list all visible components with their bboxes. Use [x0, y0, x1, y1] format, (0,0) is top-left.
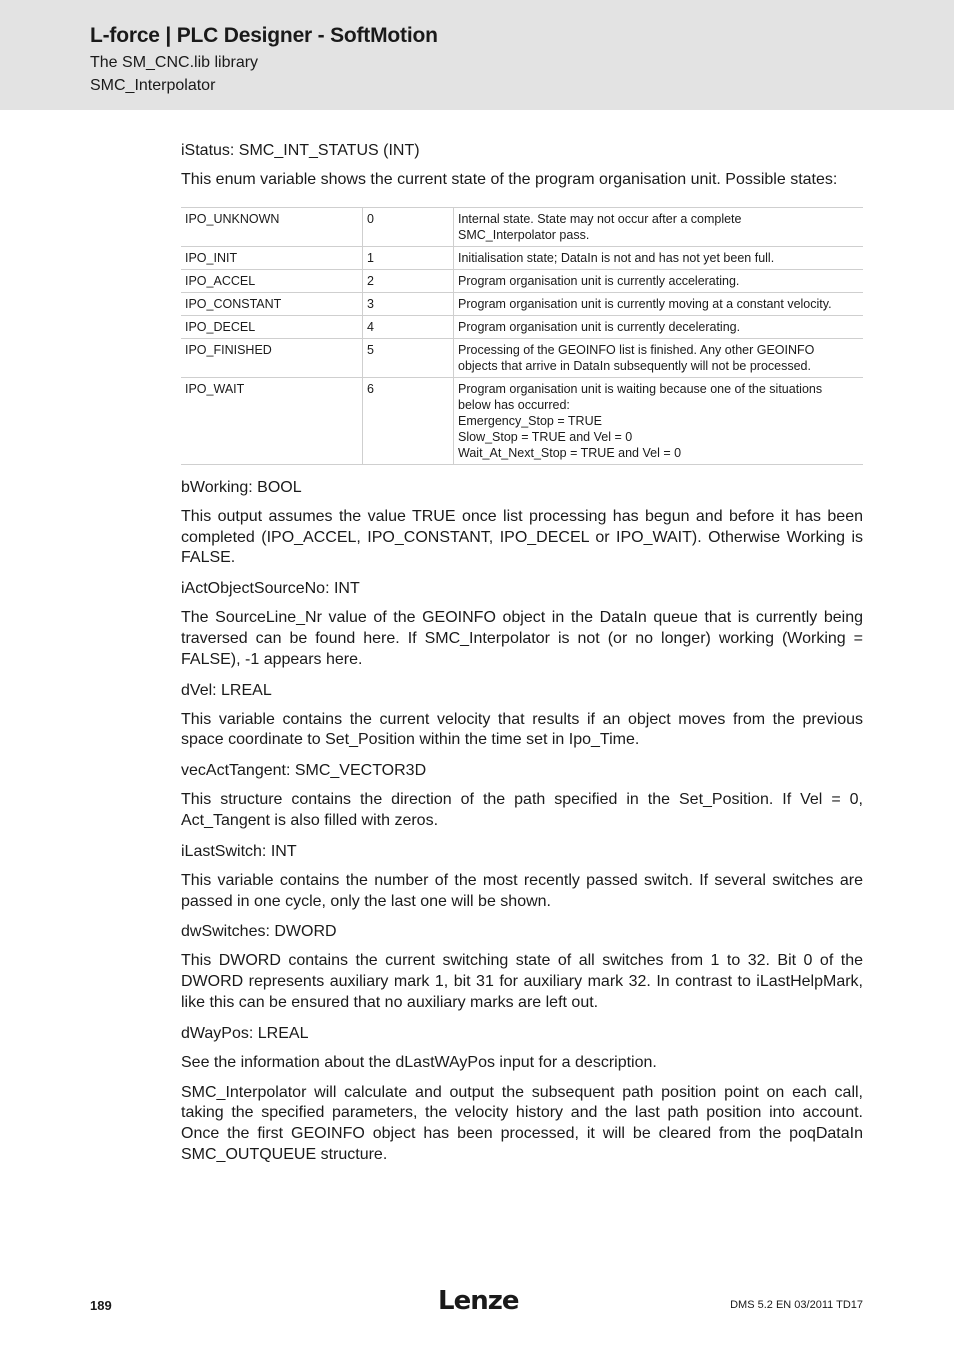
dwswitches-description: This DWORD contains the current switching state of all switches from 1 to 32. Bit 0 of the DWORD represents auxiliary mark 1, bit 31 for auxiliary mark 32. In contrast to iLastHelpMark, like this can be ensured that no auxiliary marks are left out. [181, 952, 863, 1011]
state-name-cell: IPO_ACCEL [181, 269, 363, 292]
table-row [181, 377, 863, 464]
page-header [0, 0, 954, 110]
iactobjectsourceno-heading: iActObjectSourceNo: INT [181, 580, 360, 598]
table-row [181, 246, 863, 269]
chapter-title: The SM_CNC.lib library [90, 54, 259, 71]
table-row [181, 292, 863, 315]
state-description-line: Program organisation unit is waiting because one of the situations [458, 381, 823, 396]
state-value-cell: 1 [363, 246, 454, 269]
table-row [181, 207, 863, 246]
state-value-cell: 6 [363, 377, 454, 464]
state-name-cell: IPO_FINISHED [181, 338, 363, 377]
state-value-cell: 2 [363, 269, 454, 292]
state-description-line: SMC_Interpolator pass. [458, 227, 590, 242]
dwswitches-heading: dwSwitches: DWORD [181, 923, 337, 941]
state-name-cell: IPO_UNKNOWN [181, 207, 363, 246]
state-name-cell: IPO_DECEL [181, 315, 363, 338]
dvel-description: This variable contains the current velocity that results if an object moves from the previous space coordinate to Set_Position within the time set in Ipo_Time. [181, 710, 863, 749]
state-description-line: objects that arrive in DataIn subsequently will not be processed. [458, 358, 811, 373]
vecacttangent-description: This structure contains the direction of the path specified in the Set_Position. If Vel = 0, Act_Tangent is also filled with zeros. [181, 791, 863, 829]
state-description-line: Internal state. State may not occur after a complete [458, 211, 742, 226]
summary-paragraph: SMC_Interpolator will calculate and output the subsequent path position point on each call, taking the specified parameters, the velocity history and the last path position into account. Once the first GEOINFO object has been processed, it will be cleared from the poqDataIn SMC_OUTQUEUE structure. [181, 1083, 863, 1163]
state-description-cell [454, 269, 864, 292]
state-value-cell: 3 [363, 292, 454, 315]
bworking-heading: bWorking: BOOL [181, 478, 302, 496]
state-description-line: Processing of the GEOINFO list is finished. Any other GEOINFO [458, 342, 815, 357]
state-name-cell: IPO_CONSTANT [181, 292, 363, 315]
state-name-cell: IPO_INIT [181, 246, 363, 269]
state-description-cell [454, 315, 864, 338]
state-value-cell: 5 [363, 338, 454, 377]
bworking-description: This output assumes the value TRUE once list processing has begun and before it has been completed (IPO_ACCEL, IPO_CONSTANT, IPO_DECEL or IPO_WAIT). Otherwise Working is FALSE. [181, 507, 863, 567]
state-description-line: Slow_Stop = TRUE and Vel = 0 [458, 429, 633, 444]
state-description-cell [454, 292, 864, 315]
section-title: SMC_Interpolator [90, 77, 216, 94]
iactobjectsourceno-description: The SourceLine_Nr value of the GEOINFO object in the DataIn queue that is currently being traversed can be found here. If SMC_Interpolator is not (or no longer) working (Working = FALSE), -1 appears here. [181, 609, 863, 668]
dwaypos-heading: dWayPos: LREAL [181, 1024, 309, 1042]
ilastswitch-heading: iLastSwitch: INT [181, 842, 297, 860]
state-description-line: Wait_At_Next_Stop = TRUE and Vel = 0 [458, 445, 682, 460]
state-value-cell: 4 [363, 315, 454, 338]
dwaypos-description: See the information about the dLastWAyPos input for a description. [181, 1053, 657, 1071]
state-description-line: Program organisation unit is currently moving at a constant velocity. [458, 296, 832, 311]
page-body [181, 140, 863, 1175]
state-description-line: Initialisation state; DataIn is not and has not yet been full. [458, 250, 775, 265]
dvel-heading: dVel: LREAL [181, 681, 272, 699]
state-description-line: Emergency_Stop = TRUE [458, 413, 602, 428]
document-title: L-force | PLC Designer - SoftMotion [90, 24, 438, 47]
state-description-cell [454, 246, 864, 269]
state-description-line: Program organisation unit is currently decelerating. [458, 319, 741, 334]
table-row [181, 315, 863, 338]
state-name-cell: IPO_WAIT [181, 377, 363, 464]
states-table [181, 207, 863, 465]
table-row [181, 338, 863, 377]
lenze-logo: Lenze [438, 1286, 519, 1316]
state-description-line: below has occurred: [458, 397, 570, 412]
state-description-line: Program organisation unit is currently accelerating. [458, 273, 740, 288]
state-description-cell [454, 338, 864, 377]
istatus-heading: iStatus: SMC_INT_STATUS (INT) [181, 142, 420, 159]
istatus-description: This enum variable shows the current state of the program organisation unit. Possible states: [181, 171, 838, 188]
state-description-cell [454, 207, 864, 246]
state-description-cell [454, 377, 864, 464]
vecacttangent-heading: vecActTangent: SMC_VECTOR3D [181, 762, 427, 780]
document-id: DMS 5.2 EN 03/2011 TD17 [730, 1299, 863, 1311]
page-number: 189 [90, 1298, 112, 1313]
table-row [181, 269, 863, 292]
state-value-cell: 0 [363, 207, 454, 246]
ilastswitch-description: This variable contains the number of the most recently passed switch. If several switches are passed in one cycle, only the last one will be shown. [181, 871, 863, 910]
